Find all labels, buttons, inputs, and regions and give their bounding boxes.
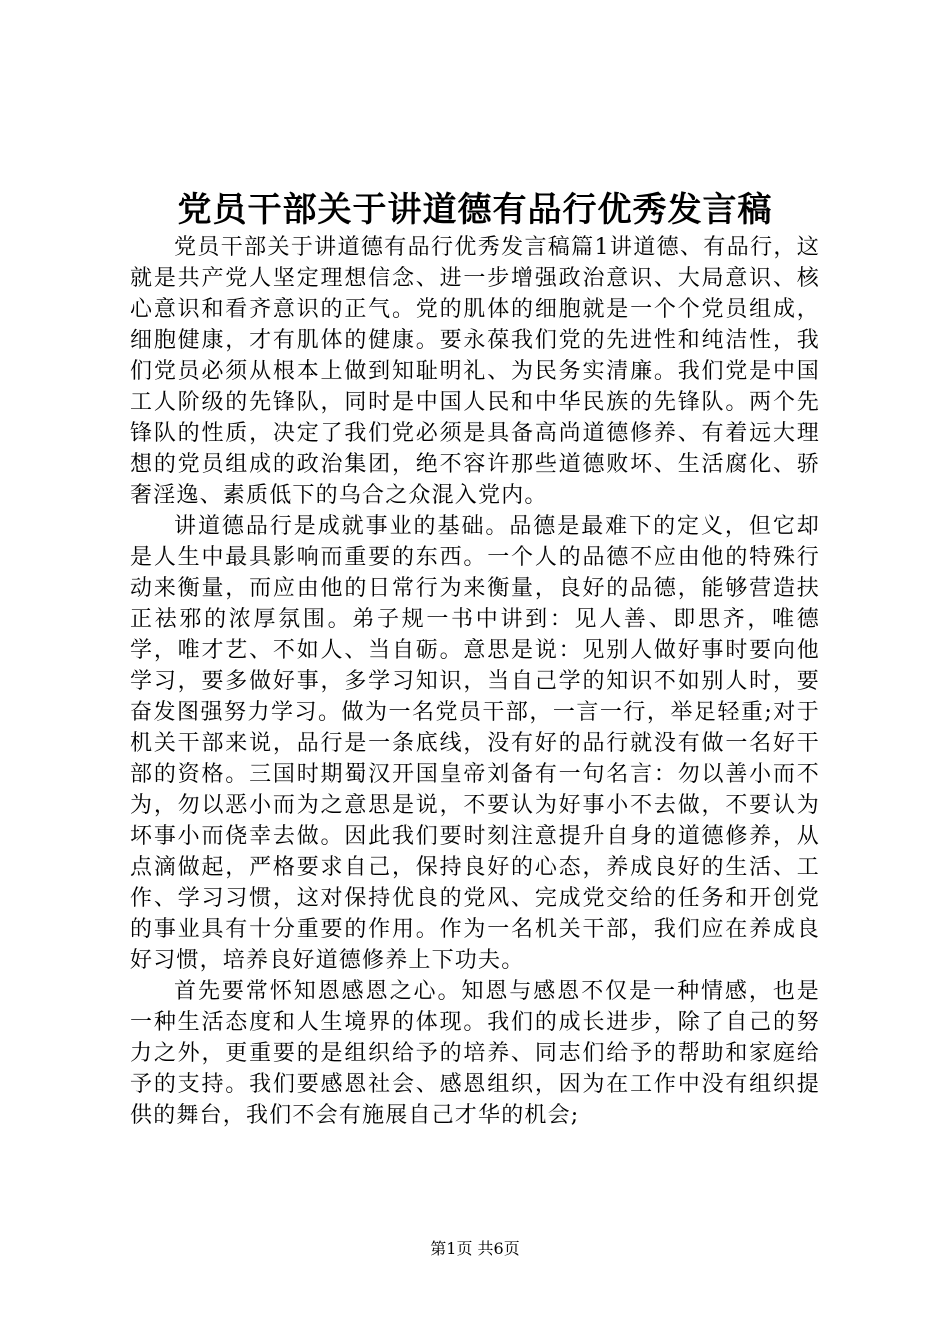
paragraph-2: 讲道德品行是成就事业的基础。品德是最难下的定义，但它却是人生中最具影响而重要的东西。一个人的品德不应由他的特殊行动来衡量，而应由他的日常行为来衡量，良好的品德，能够营造扶正祛邪的浓厚氛围。弟子规一书中讲到：见人善、即思齐，唯德学，唯才艺、不如人、当自砺。意思是说：见别人做好事时要向他学习，要多做好事，多学习知识，当自己学的知识不如别人时，要奋发图强努力学习。做为一名党员干部，一言一行，举足轻重;对于机关干部来说，品行是一条底线，没有好的品行就没有做一名好干部的资格。三国时期蜀汉开国皇帝刘备有一句名言：勿以善小而不为，勿以恶小而为之意思是说，不要认为好事小不去做，不要认为坏事小而侥幸去做。因此我们要时刻注意提升自身的道德修养，从点滴做起，严格要求自己，保持良好的心态，养成良好的生活、工作、学习习惯，这对保持优良的党风、完成党交给的任务和开创党的事业具有十分重要的作用。作为一名机关干部，我们应在养成良好习惯，培养良好道德修养上下功夫。 <box>130 514 820 973</box>
paragraph-1: 党员干部关于讲道德有品行优秀发言稿篇1讲道德、有品行，这就是共产党人坚定理想信念、进一步增强政治意识、大局意识、核心意识和看齐意识的正气。党的肌体的细胞就是一个个党员组成，细胞健康，才有肌体的健康。要永葆我们党的先进性和纯洁性，我们党员必须从根本上做到知耻明礼、为民务实清廉。我们党是中国工人阶级的先锋队，同时是中国人民和中华民族的先锋队。两个先锋队的性质，决定了我们党必须是具备高尚道德修养、有着远大理想的党员组成的政治集团，绝不容许那些道德败坏、生活腐化、骄奢淫逸、素质低下的乌合之众混入党内。 <box>130 235 820 508</box>
page-footer: 第1页 共6页 <box>430 1239 520 1258</box>
paragraph-3: 首先要常怀知恩感恩之心。知恩与感恩不仅是一种情感，也是一种生活态度和人生境界的体现。我们的成长进步，除了自己的努力之外，更重要的是组织给予的培养、同志们给予的帮助和家庭给予的支持。我们要感恩社会、感恩组织，因为在工作中没有组织提供的舞台，我们不会有施展自己才华的机会; <box>130 979 820 1128</box>
page-title: 党员干部关于讲道德有品行优秀发言稿 <box>177 190 773 230</box>
document-body <box>130 232 820 1131</box>
